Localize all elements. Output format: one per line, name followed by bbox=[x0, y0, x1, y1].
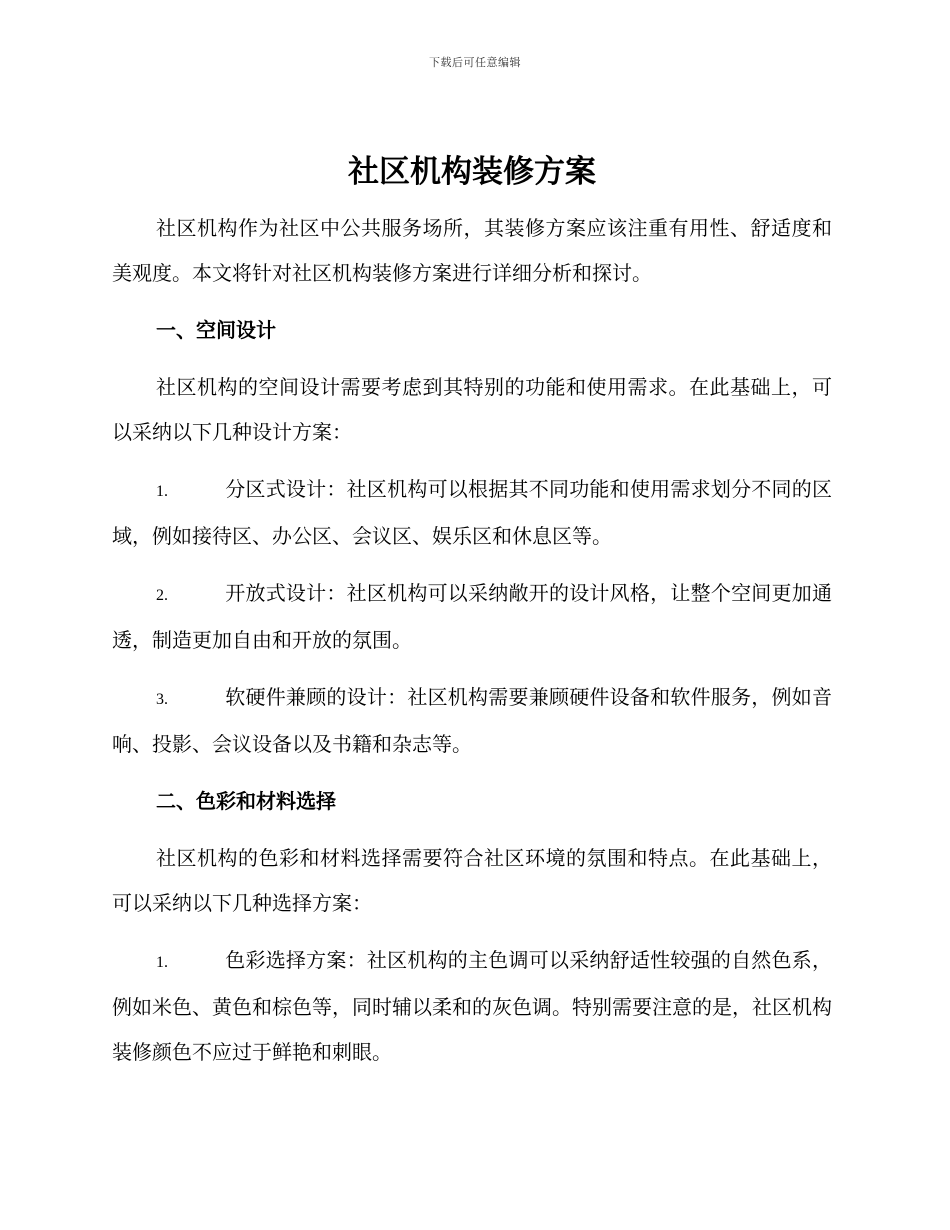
list-item-text: 软硬件兼顾的设计：社区机构需要兼顾硬件设备和软件服务，例如音响、投影、会议设备以及书籍和杂志等。 bbox=[112, 685, 832, 756]
list-item bbox=[112, 938, 832, 1075]
list-item-number: 2. bbox=[156, 587, 168, 604]
list-item bbox=[112, 571, 832, 663]
intro-paragraph: 社区机构作为社区中公共服务场所，其装修方案应该注重有用性、舒适度和美观度。本文将针对社区机构装修方案进行详细分析和探讨。 bbox=[112, 216, 832, 285]
page-header-note: 下载后可任意编辑 bbox=[429, 56, 521, 69]
section-heading-color-material: 二、色彩和材料选择 bbox=[156, 789, 336, 813]
list-item bbox=[112, 467, 832, 559]
document-body bbox=[112, 148, 832, 1087]
section-paragraph: 社区机构的色彩和材料选择需要符合社区环境的氛围和特点。在此基础上，可以采纳以下几种选择方案： bbox=[112, 846, 832, 915]
list-item bbox=[112, 675, 832, 767]
section-paragraph: 社区机构的空间设计需要考虑到其特别的功能和使用需求。在此基础上，可以采纳以下几种设计方案： bbox=[112, 375, 832, 444]
list-item-text: 色彩选择方案：社区机构的主色调可以采纳舒适性较强的自然色系，例如米色、黄色和棕色等，同时辅以柔和的灰色调。特别需要注意的是，社区机构装修颜色不应过于鲜艳和刺眼。 bbox=[112, 948, 832, 1064]
list-item-number: 3. bbox=[156, 691, 168, 708]
list-item-text: 分区式设计：社区机构可以根据其不同功能和使用需求划分不同的区域，例如接待区、办公区、会议区、娱乐区和休息区等。 bbox=[112, 477, 832, 548]
section-heading-space-design: 一、空间设计 bbox=[156, 318, 276, 342]
list-item-number: 1. bbox=[156, 483, 168, 500]
list-item-text: 开放式设计：社区机构可以采纳敞开的设计风格，让整个空间更加通透，制造更加自由和开放的氛围。 bbox=[112, 581, 832, 652]
document-title: 社区机构装修方案 bbox=[348, 154, 596, 190]
list-item-number: 1. bbox=[156, 954, 168, 971]
